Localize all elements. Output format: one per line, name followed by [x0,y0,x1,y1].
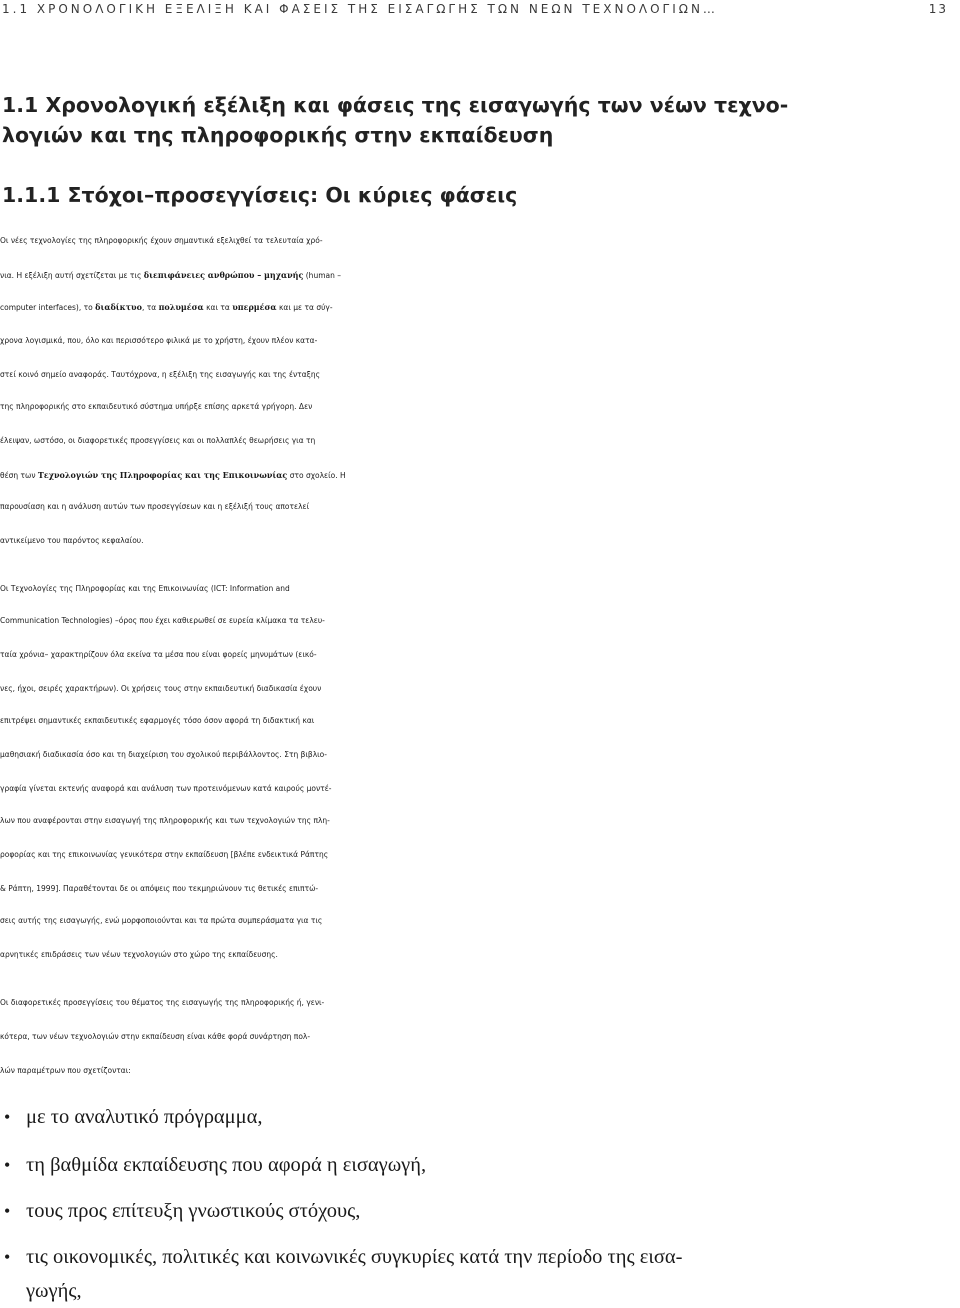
section-heading [2,90,952,150]
running-head [2,2,952,24]
section-heading-line-1: 1.1 Χρονολογική εξέλιξη και φάσεις της εισαγωγής των νέων τεχνο- [2,93,789,117]
text-run: και με τα σύγ- [276,303,333,312]
text-run: (human – [303,271,341,280]
paragraph-line: λων που αναφέρονται στην εισαγωγή της πληροφορικής και των τεχνολογιών της πλη- [0,816,330,825]
list-item-text: τις οικονομικές, πολιτικές και κοινωνικές συγκυρίες κατά την περίοδο της εισα- [26,1246,683,1268]
text-run: και τα [203,303,233,312]
paragraph-line: ταία χρόνια– χαρακτηρίζουν όλα εκείνα τα μέσα που είναι φορείς μηνυμάτων (εικό- [0,650,317,659]
page-number: 13 [928,2,948,16]
bullet-marker: • [4,1201,11,1221]
paragraph-line: επιτρέψει σημαντικές εκπαιδευτικές εφαρμογές τόσο όσον αφορά τη διδακτική και [0,716,315,725]
paragraph-line: μαθησιακή διαδικασία όσο και τη διαχείριση του σχολικού περιβάλλοντος. Στη βιβλιο- [0,750,327,759]
paragraph-line: έλειψαν, ωστόσο, οι διαφορετικές προσεγγίσεις και οι πολλαπλές θεωρήσεις για τη [0,436,316,445]
bold-term: υπερμέσα [232,302,277,312]
list-item-text: τη βαθμίδα εκπαίδευσης που αφορά η εισαγωγή, [26,1154,427,1176]
paragraph-line: Οι διαφορετικές προσεγγίσεις του θέματος της εισαγωγής της πληροφορικής ή, γενι- [0,998,325,1007]
paragraph-line: παρουσίαση και η ανάλυση αυτών των προσεγγίσεων και η εξέλιξή τους αποτελεί [0,502,310,511]
bullet-marker: • [4,1107,11,1127]
paragraph-line [0,290,958,324]
paragraph-line: λών παραμέτρων που σχετίζονται: [0,1066,131,1075]
bullet-marker: • [4,1155,11,1175]
list-item-text: τους προς επίτευξη γνωστικούς στόχους, [26,1200,361,1222]
bold-term: διεπιφάνειες ανθρώπου – μηχανής [143,270,304,280]
paragraph-line: νες, ήχοι, σειρές χαρακτήρων). Οι χρήσεις τους στην εκπαιδευτική διαδικασία έχουν [0,684,322,693]
text-run: computer interfaces), το [0,303,96,312]
paragraph-line: αντικείμενο του παρόντος κεφαλαίου. [0,536,144,545]
list-item-text-continued: γωγής, [26,1280,82,1302]
text-run: , τα [141,303,159,312]
paragraph-line: της πληροφορικής στο εκπαιδευτικό σύστημα υπήρξε επίσης αρκετά γρήγορη. Δεν [0,402,313,411]
text-run: νια. Η εξέλιξη αυτή σχετίζεται με τις [0,271,144,280]
text-run: θέση των [0,471,38,480]
paragraph-line: Οι Τεχνολογίες της Πληροφορίας και της Επικοινωνίας (ICT: Information and [0,584,290,593]
paragraph-line: σεις αυτής της εισαγωγής, ενώ μορφοποιούνται και τα πρώτα συμπεράσματα για τις [0,916,323,925]
paragraph-line: ροφορίας και της επικοινωνίας γενικότερα στην εκπαίδευση [βλέπε ενδεικτικά Ράπτης [0,850,329,859]
paragraph-line: κότερα, των νέων τεχνολογιών στην εκπαίδευση είναι κάθε φορά συνάρτηση πολ- [0,1032,311,1041]
list-item-text: με το αναλυτικό πρόγραμμα, [26,1106,263,1128]
paragraph-line: στεί κοινό σημείο αναφοράς. Ταυτόχρονα, η εξέλιξη της εισαγωγής και της ένταξης [0,370,320,379]
paragraph-line: χρονα λογισμικά, που, όλο και περισσότερο φιλικά με το χρήστη, έχουν πλέον κατα- [0,336,318,345]
running-head-title: 1.1 ΧΡΟΝΟΛΟΓΙΚΗ ΕΞΕΛΙΞΗ ΚΑΙ ΦΑΣΕΙΣ ΤΗΣ ΕΙΣΑΓΩΓΗΣ ΤΩΝ ΝΕΩΝ ΤΕΧΝΟΛΟΓΙΩΝ… [2,2,718,16]
paragraph-line: & Ράπτη, 1999]. Παραθέτονται δε οι απόψεις που τεκμηριώνουν τις θετικές επιπτώ- [0,884,319,893]
paragraph-line: Οι νέες τεχνολογίες της πληροφορικής έχουν σημαντικά εξελιχθεί τα τελευταία χρό- [0,236,323,245]
text-run: στο σχολείο. Η [287,471,346,480]
bold-term: Τεχνολογιών της Πληροφορίας και της Επικοινωνίας [37,470,288,480]
paragraph-line: Communication Technologies) –όρος που έχει καθιερωθεί σε ευρεία κλίμακα τα τελευ- [0,616,325,625]
paragraph-line [0,458,958,492]
bold-term: διαδίκτυο [95,302,142,312]
bold-term: πολυμέσα [158,302,204,312]
paragraph-line: αρνητικές επιδράσεις των νέων τεχνολογιών στο χώρο της εκπαίδευσης. [0,950,278,959]
paragraph-line: γραφία γίνεται εκτενής αναφορά και ανάλυση των προτεινόμενων κατά καιρούς μοντέ- [0,784,332,793]
bullet-marker: • [4,1247,11,1267]
paragraph-line [0,258,958,292]
subsection-heading: 1.1.1 Στόχοι–προσεγγίσεις: Οι κύριες φάσεις [2,183,518,207]
section-heading-line-2: λογιών και της πληροφορικής στην εκπαίδευση [2,123,554,147]
